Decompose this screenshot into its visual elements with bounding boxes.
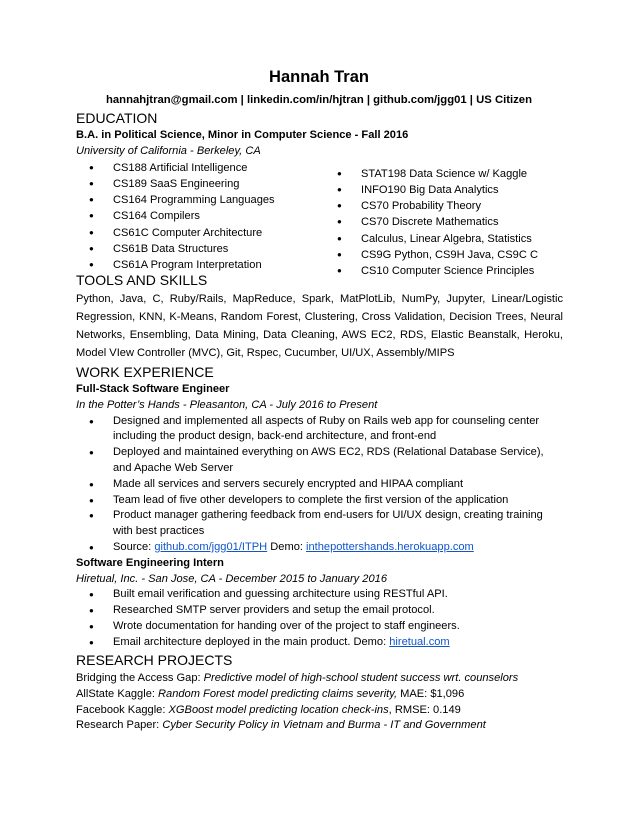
list-item: ● Built email verification and guessing architecture using RESTful API. — [76, 587, 563, 603]
list-item: ● Made all services and servers securely encrypted and HIPAA compliant — [76, 477, 563, 493]
job-title: Full-Stack Software Engineer — [76, 383, 230, 395]
research-heading: RESEARCH PROJECTS — [76, 652, 233, 668]
list-item: ● Deployed and maintained everything on AWS EC2, RDS (Relational Database Service), and Apache Web Server — [76, 445, 563, 477]
contact-line: hannahjtran@gmail.com | linkedin.com/in/hjtran | github.com/jgg01 | US Citizen — [106, 94, 532, 106]
school-line: University of California - Berkeley, CA — [76, 144, 261, 157]
research-item — [76, 687, 576, 703]
list-item: ● CS188 Artificial Intelligence — [76, 160, 275, 176]
work-heading: WORK EXPERIENCE — [76, 364, 214, 380]
research-suffix: MAE: $1,096 — [397, 687, 465, 700]
list-item — [76, 540, 563, 556]
list-item: ● Researched SMTP server providers and setup the email protocol. — [76, 603, 563, 619]
list-item: ● CS189 SaaS Engineering — [76, 176, 275, 192]
research-prefix: AllState Kaggle: — [76, 687, 159, 700]
list-item: ● CS61A Program Interpretation — [76, 257, 275, 273]
research-title: Predictive model of high-school student success wrt. counselors — [203, 672, 519, 684]
work-section — [76, 364, 576, 651]
list-item: ● CS61B Data Structures — [76, 241, 275, 257]
list-item: ● CS10 Computer Science Principles — [324, 263, 538, 279]
skills-heading: TOOLS AND SKILLS — [76, 272, 208, 288]
research-prefix: Facebook Kaggle: — [76, 703, 169, 716]
skills-section — [76, 272, 576, 362]
list-item: ● Product manager gathering feedback from end-users for UI/UX design, creating training with best practices — [76, 508, 563, 540]
research-section — [76, 652, 576, 734]
source-link[interactable]: github.com/jgg01/ITPH — [154, 540, 268, 553]
list-item: ● Wrote documentation for handing over of the project to staff engineers. — [76, 619, 563, 635]
job2-bullets — [76, 587, 563, 650]
research-prefix: Research Paper: — [76, 719, 163, 732]
list-item: ● CS61C Computer Architecture — [76, 225, 275, 241]
job-place: In the Potter’s Hands - Pleasanton, CA - July 2016 to Present — [76, 398, 378, 411]
list-item: ● CS164 Compilers — [76, 208, 275, 224]
degree-line: B.A. in Political Science, Minor in Computer Science - Fall 2016 — [76, 129, 409, 141]
course-columns — [76, 160, 576, 276]
course-list-left — [76, 160, 275, 274]
candidate-name: Hannah Tran — [269, 68, 369, 86]
education-section — [76, 110, 576, 276]
job-place: Hiretual, Inc. - San Jose, CA - December 2015 to January 2016 — [76, 572, 387, 585]
research-title: Cyber Security Policy in Vietnam and Burma - IT and Government — [162, 719, 486, 732]
list-item: ● CS9G Python, CS9H Java, CS9C C — [324, 247, 538, 263]
job-title: Software Engineering Intern — [76, 556, 224, 569]
skills-text: Python, Java, C, Ruby/Rails, MapReduce, Spark, MatPlotLib, NumPy, Jupyter, Linear/Logistic Regression, KNN, K-Means, Random Forest, Clustering, Cross Validation, Decision Trees, Neural Networks, Ensembling, Data Mining, Data Cleaning, AWS EC2, RDS, Elastic Beanstalk, Heroku, Model VIew Controller (MVC), Git, Rspec, Cucumber, UI/UX, Assembly/MIPS — [76, 293, 563, 359]
bullet-text: Email architecture deployed in the main product. Demo: — [113, 635, 390, 648]
job1-bullets — [76, 414, 563, 556]
research-item — [76, 718, 576, 734]
demo-link[interactable]: inthepottershands.herokuapp.com — [306, 540, 474, 553]
list-item: ● CS70 Probability Theory — [324, 198, 538, 214]
list-item — [76, 635, 563, 651]
list-item: ● Designed and implemented all aspects of Ruby on Rails web app for counseling center including the product design, back-end architecture, and front-end — [76, 414, 563, 446]
list-item: ● INFO190 Big Data Analytics — [324, 182, 538, 198]
research-item — [76, 671, 576, 687]
hiretual-link[interactable]: hiretual.com — [389, 635, 450, 648]
list-item: ● Team lead of five other developers to complete the first version of the application — [76, 493, 563, 509]
list-item: ● Calculus, Linear Algebra, Statistics — [324, 231, 538, 247]
source-label: Source: — [113, 540, 155, 553]
list-item: ● STAT198 Data Science w/ Kaggle — [324, 166, 538, 182]
research-title: XGBoost model predicting location check-ins — [168, 703, 389, 716]
research-title: Random Forest model predicting claims severity, — [158, 687, 398, 700]
list-item: ● CS164 Programming Languages — [76, 192, 275, 208]
research-prefix: Bridging the Access Gap: — [76, 672, 204, 684]
research-suffix: , RMSE: 0.149 — [388, 703, 461, 716]
demo-label: Demo: — [267, 540, 307, 553]
education-heading: EDUCATION — [76, 110, 158, 126]
list-item: ● CS70 Discrete Mathematics — [324, 214, 538, 230]
research-item — [76, 703, 576, 719]
course-list-right — [324, 166, 538, 280]
